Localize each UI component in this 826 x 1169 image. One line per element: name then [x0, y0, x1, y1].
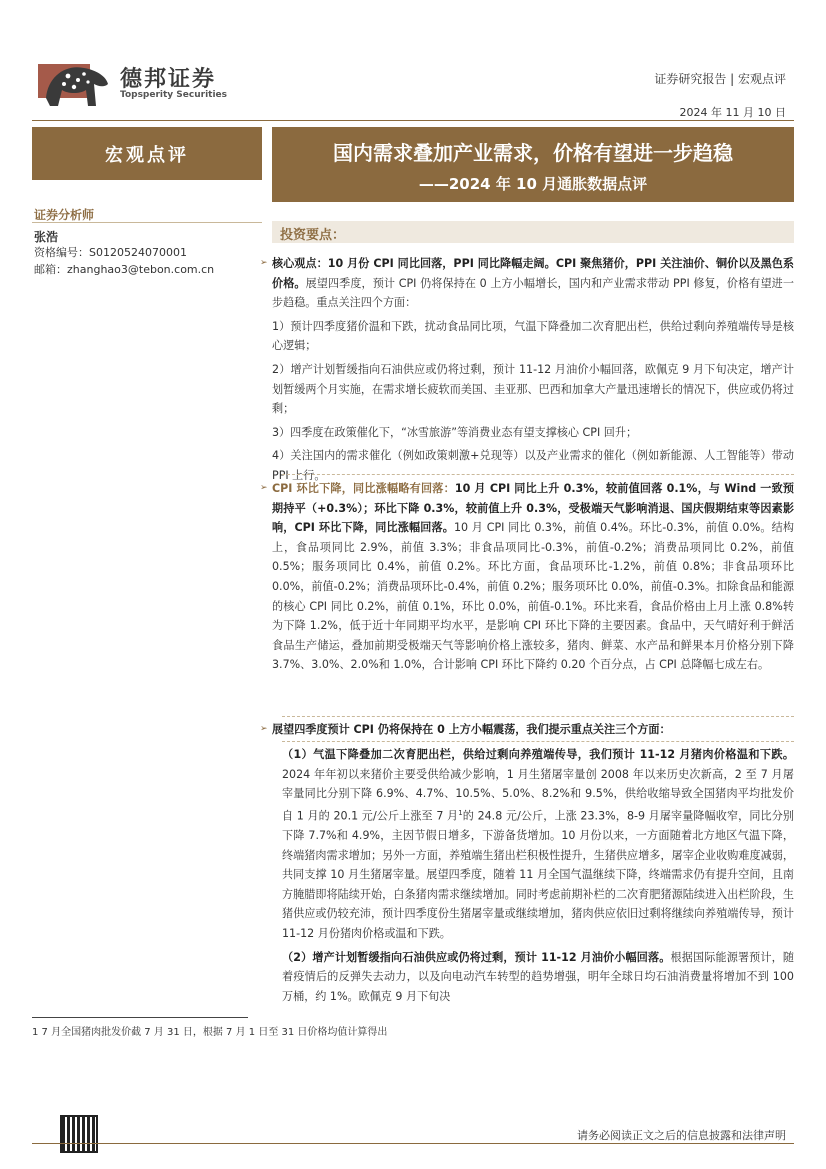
p3-1-bold: （1）气温下降叠加二次育肥出栏，供给过剩向养殖端传导，我们预计 11-12 月猪肉价格温和下跌。 [282, 748, 794, 761]
p3-2-bold: （2）增产计划暂缓指向石油供应或仍将过剩，预计 11-12 月油价小幅回落。 [282, 950, 671, 964]
analyst-divider [32, 222, 262, 223]
key-point-3-detail [282, 745, 794, 1006]
p1-item: 2）增产计划暂缓指向石油供应或仍将过剩，预计 11-12 月油价小幅回落，欧佩克 9 月下旬决定，增产计划暂缓两个月实施，在需求增长疲软而美国、圭亚那、巴西和加拿大产量迅速增长的情况下，供应或仍将过剩； [272, 362, 794, 416]
analyst-header: 证券分析师 [34, 208, 95, 222]
bullet-icon: ➢ [260, 724, 268, 734]
p3-lead: 展望四季度预计 CPI 仍将保持在 0 上方小幅震荡，我们提示重点关注三个方面： [272, 723, 671, 736]
p1-item: 3）四季度在政策催化下，“冰雪旅游”等消费业态有望支撑核心 CPI 回升； [272, 425, 638, 439]
divider [282, 716, 794, 717]
section-label: 宏观点评 [32, 127, 262, 180]
p1-lead: 核心观点：10 月份 CPI 同比回落，PPI 同比降幅走阔。CPI 聚焦猪价，PPI 关注油价、铜价以及黑色系价格。 [272, 257, 794, 290]
p1-text: 展望四季度，预计 CPI 仍将保持在 0 上方小幅增长，国内和产业需求带动 PPI 修复，价格有望进一步趋稳。重点关注四个方面： [272, 276, 794, 310]
p1-item: 1）预计四季度猪价温和下跌，扰动食品同比项，气温下降叠加二次育肥出栏，供给过剩向养殖端传导是核心逻辑； [272, 319, 794, 353]
report-date: 2024 年 11 月 10 日 [679, 106, 786, 119]
key-points-header [272, 221, 794, 243]
key-point-3 [260, 720, 794, 740]
bullet-icon: ➢ [260, 483, 268, 493]
p2-lead: CPI 环比下降，同比涨幅略有回落： [272, 482, 455, 495]
p2-text: 10 月 CPI 同比 0.3%，前值 0.4%。环比-0.3%，前值 0.0%。结构上，食品项同比 2.9%，前值 3.3%；非食品项同比-0.3%，前值-0.2%；消费品项同比 0.2%，前值 0.5%；服务项同比 0.4%，前值 0.2%。环比方面，食品项环比-1.2%，前值 0.8%；非食品项环比 0.0%，前值-0.2%；消费品项环比-0.4%，前值 0.2%；服务项环比 0.0%，前值-0.3%。扣除食品和能源的核心 CPI 同比 0.2%，前值 0.1%，环比 0.0%，前值-0.1%。环比来看，食品价格由上月上涨 0.8%转为下降 1.2%，低于近十年同期平均水平，是影响 CPI 环比下降的主要因素。食品中，天气晴好利于鲜活食品生产储运，叠加前期受极端天气等影响价格上涨较多，猪肉、鲜菜、水产品和鲜果本月价格分别下降 3.7%、3.0%、2.0%和 1.0%，合计影响 CPI 环比下降约 0.20 个百分点，占 CPI 总降幅七成左右。 [272, 521, 794, 672]
p3-1-text: 2024 年年初以来猪价主要受供给减少影响，1 月生猪屠宰量创 2008 年以来历史次新高，2 至 7 月屠宰量同比分别下降 6.9%、4.7%、10.5%、5.0%、8.2%和 9.5%，供给收缩导致全国猪肉平均批发价自 1 月的 20.1 元/公斤上涨至 7 月 [282, 767, 794, 823]
qr-code-icon [62, 1117, 96, 1151]
divider [282, 474, 794, 475]
footnote: 1 7 月全国猪肉批发价截 7 月 31 日，根据 7 月 1 日至 31 日价格均值计算得出 [32, 1027, 388, 1038]
brand-name-cn: 德邦证券 [120, 67, 217, 92]
p3-2-text: 根据国际能源署预计，随着疫情后的反弹失去动力，以及向电动汽车转型的趋势增强，明年全球日均石油消费量将增加不到 100 万桶，约 1%。欧佩克 9 月下旬决 [282, 950, 794, 1003]
footer-divider [32, 1143, 794, 1144]
key-points-title: 投资要点： [280, 228, 346, 243]
disclaimer: 请务必阅读正文之后的信息披露和法律声明 [577, 1129, 786, 1142]
p3-1-text-cont: 的 24.8 元/公斤，上涨 23.3%，8-9 月屠宰量降幅收窄，同比分别下降 7.7%和 4.9%，主因节假日增多，下游备货增加。10 月份以来，一方面随着北方地区气温下降，终端猪肉需求增加；另外一方面，养殖端生猪出栏积极性提升，生猪供应增多，屠宰企业收购难度减弱，共同支撑 10 月生猪屠宰量。展望四季度，随着 11 月全国气温继续下降，终端需求仍有提升空间，且南方腌腊即将陆续开始，白条猪肉需求继续增加。同时考虑前期补栏的二次育肥猪源陆续进入出栏阶段，生猪供应或仍较充沛，预计四季度份生猪屠宰量或继续增加，猪肉供应依旧过剩将继续向养殖端传导，预计 11-12 月份猪肉价格或温和下跌。 [282, 809, 794, 941]
footnote-divider [32, 1017, 248, 1018]
key-point-1 [260, 254, 794, 486]
report-subtitle: ——2024 年 10 月通胀数据点评 [418, 175, 648, 193]
analyst-cert: 资格编号：S0120524070001 [34, 246, 187, 259]
report-category: 证券研究报告 | 宏观点评 [654, 72, 786, 86]
brand-name-en: Topsperity Securities [120, 90, 227, 100]
analyst-name: 张浩 [34, 230, 59, 244]
analyst-email: 邮箱：zhanghao3@tebon.com.cn [34, 263, 215, 276]
header-divider [32, 120, 794, 121]
p1-item: 4）关注国内的需求催化（例如政策刺激+兑现等）以及产业需求的催化（例如新能源、人工智能等）带动 PPI 上行。 [272, 449, 794, 482]
key-point-2 [260, 479, 795, 675]
divider [282, 741, 794, 742]
bullet-icon: ➢ [260, 258, 268, 268]
footnote-ref: 1 [458, 808, 463, 817]
company-logo [38, 54, 112, 110]
report-title: 国内需求叠加产业需求，价格有望进一步趋稳 [333, 141, 733, 165]
p2-bold: 10 月 CPI 同比上升 0.3%，较前值回落 0.1%，与 Wind 一致预期持平（+0.3%）；环比下降 0.3%，较前值上升 0.3%，受极端天气影响消退、国庆假期结束等因素影响，CPI 环比下降，同比涨幅回落。 [272, 482, 795, 535]
title-banner [272, 127, 794, 202]
